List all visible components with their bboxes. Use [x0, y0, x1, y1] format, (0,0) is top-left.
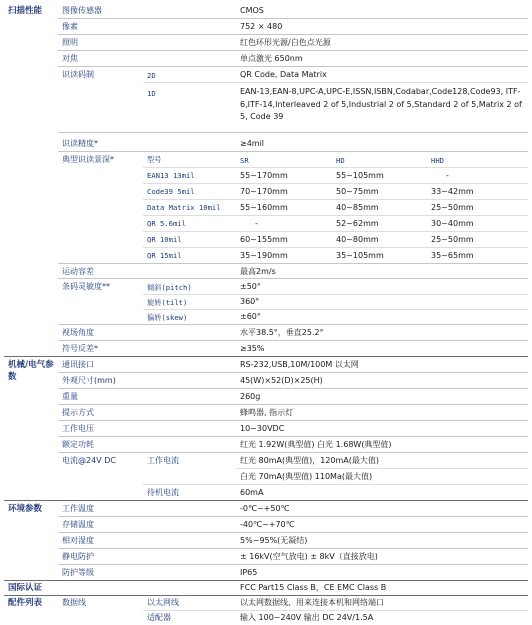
value-sensor: CMOS [240, 6, 264, 15]
row-divider [58, 278, 528, 279]
accessory-value: 输入 100~240V 输出 DC 24V/1.5A [240, 613, 374, 622]
row-divider [143, 199, 528, 200]
row-divider [58, 564, 528, 565]
value-humidity: 5%~95%(无凝结) [240, 536, 308, 545]
row-divider [58, 388, 528, 389]
value-motion: 最高2m/s [240, 267, 276, 276]
label-cable: 数据线 [62, 598, 86, 607]
section-title-env: 环境参数 [8, 504, 43, 514]
value-ip: IP65 [240, 568, 258, 577]
section-divider [4, 500, 528, 501]
value-power: 红光 1.92W(典型值) 白光 1.68W(典型值) [240, 440, 392, 449]
label-standby-current: 待机电流 [147, 488, 179, 497]
row-divider [58, 452, 528, 453]
section-title-cert: 国际认证 [8, 583, 43, 593]
section-title-scan: 扫描性能 [8, 6, 43, 16]
value-2d: QR Code, Data Matrix [240, 70, 327, 79]
label-current: 电流@24V DC [62, 456, 116, 465]
value-weight: 260g [240, 392, 261, 401]
label-sensitivity: 条码灵敏度** [62, 282, 110, 291]
label-contrast: 符号反差* [62, 344, 98, 353]
value-op-temp: -0℃~+50℃ [240, 504, 290, 513]
row-divider [58, 420, 528, 421]
dof-hhd: 25~50mm [431, 235, 474, 244]
label-dof: 典型识读景深* [62, 155, 114, 164]
row-divider [58, 548, 528, 549]
value-light: 红色环形光源/白色点光源 [240, 38, 331, 47]
label-voltage: 工作电压 [62, 424, 94, 433]
value-work-current-white: 白光 70mA(典型值) 110Ma(最大值) [240, 472, 373, 481]
row-divider [58, 151, 528, 152]
label-weight: 重量 [62, 392, 78, 401]
dof-hd: 35~105mm [336, 251, 384, 260]
value-voltage: 10~30VDC [240, 424, 285, 433]
label-humidity: 相对湿度 [62, 536, 94, 545]
section-divider [4, 580, 528, 581]
label-light: 照明 [62, 38, 78, 47]
row-divider [143, 231, 528, 232]
sensitivity-label: 旋转(tilt) [147, 298, 188, 307]
label-op-temp: 工作温度 [62, 504, 94, 513]
dof-hhd: - [446, 171, 449, 180]
dof-sr: 55~170mm [240, 171, 288, 180]
dof-hhd: 33~42mm [431, 187, 474, 196]
dof-hd: 52~62mm [336, 219, 379, 228]
value-precision: ≥4mil [240, 139, 265, 148]
dof-header-hd: HD [336, 156, 345, 165]
value-interface: RS-232,USB,10M/100M 以太网 [240, 360, 359, 369]
row-divider [58, 263, 528, 264]
dof-model: QR 15mil [147, 251, 182, 260]
label-focus: 对焦 [62, 54, 78, 63]
label-interface: 通讯接口 [62, 360, 94, 369]
row-divider [58, 532, 528, 533]
sensitivity-value: ±50° [240, 282, 261, 291]
dof-hhd: 35~65mm [431, 251, 474, 260]
accessory-value: 以太网数据线，用来连接本机和网络端口 [240, 598, 384, 607]
row-divider [58, 404, 528, 405]
dof-hhd: 25~50mm [431, 203, 474, 212]
label-2d: 2D [147, 71, 156, 80]
dof-model: Code39 5mil [147, 187, 195, 196]
accessory-label: 适配器 [147, 613, 171, 622]
dof-header-model: 型号 [147, 155, 162, 164]
label-precision: 识读精度* [62, 139, 98, 148]
row-divider [58, 18, 528, 19]
row-divider [143, 309, 528, 310]
dof-sr: - [255, 219, 258, 228]
value-1d: EAN-13,EAN-8,UPC-A,UPC-E,ISSN,ISBN,Codabar,Code128,Code93, ITF-6,ITF-14,Interleaved 2 of 5,Industrial 2 of 5,Standard 2 of 5,Matrix 2 of 5, Code 39 [240, 87, 522, 121]
label-fov: 视场角度 [62, 328, 94, 337]
value-contrast: ≥35% [240, 344, 265, 353]
label-power: 额定功耗 [62, 440, 94, 449]
row-divider [143, 610, 528, 611]
sensitivity-label: 倾斜(pitch) [147, 283, 192, 292]
dof-hd: 50~75mm [336, 187, 379, 196]
row-divider [143, 294, 528, 295]
label-indicator: 提示方式 [62, 408, 94, 417]
label-st-temp: 存储温度 [62, 520, 94, 529]
section-title-acc: 配件列表 [8, 598, 43, 608]
row-divider [58, 340, 528, 341]
dof-sr: 35~190mm [240, 251, 288, 260]
section-divider [4, 356, 528, 357]
label-symbologies: 识读码制 [62, 70, 94, 79]
section-divider [4, 595, 528, 596]
dof-sr: 55~160mm [240, 203, 288, 212]
row-divider [143, 484, 528, 485]
dof-hd: 40~80mm [336, 235, 379, 244]
section-title-mech: 机械/电气参数 [8, 360, 54, 382]
dof-hd: 40~85mm [336, 203, 379, 212]
value-standby-current: 60mA [240, 488, 264, 497]
dof-sr: 60~155mm [240, 235, 288, 244]
row-divider [143, 167, 528, 168]
dof-model: QR 10mil [147, 235, 182, 244]
row-divider [58, 436, 528, 437]
value-st-temp: -40℃~+70℃ [240, 520, 295, 529]
row-divider [58, 132, 528, 133]
value-work-current-red: 红光 80mA(典型值)，120mA(最大值) [240, 456, 380, 465]
value-focus: 单点激光 650nm [240, 54, 303, 63]
dof-header-hhd: HHD [431, 156, 444, 165]
dof-model: QR 5.6mil [147, 219, 186, 228]
dof-model: EAN13 13mil [147, 171, 195, 180]
label-sensor: 图像传感器 [62, 6, 102, 15]
label-motion: 运动容差 [62, 267, 94, 276]
value-cert: FCC Part15 Class B，CE EMC Class B [240, 583, 387, 592]
row-divider [58, 50, 528, 51]
row-divider [143, 183, 528, 184]
label-size: 外观尺寸(mm) [62, 376, 116, 385]
value-fov: 水平38.5°，垂直25.2° [240, 328, 324, 337]
label-work-current: 工作电流 [147, 456, 179, 465]
sensitivity-label: 偏转(skew) [147, 313, 188, 322]
value-esd: ± 16kV(空气放电) ± 8kV（直接放电) [240, 552, 378, 561]
label-1d: 1D [147, 89, 156, 98]
row-divider [143, 247, 528, 248]
row-divider [143, 82, 528, 83]
value-pixels: 752 × 480 [240, 22, 283, 31]
row-divider [58, 324, 528, 325]
sensitivity-value: 360° [240, 297, 260, 306]
dof-hhd: 30~40mm [431, 219, 474, 228]
label-esd: 静电防护 [62, 552, 94, 561]
row-divider [58, 34, 528, 35]
label-pixels: 像素 [62, 22, 78, 31]
label-ip: 防护等级 [62, 568, 94, 577]
dof-header-sr: SR [240, 156, 249, 165]
row-divider [58, 66, 528, 67]
dof-model: Data Matrix 10mil [147, 203, 221, 212]
value-size: 45(W)×52(D)×25(H) [240, 376, 323, 385]
value-indicator: 蜂鸣器, 指示灯 [240, 408, 294, 417]
accessory-label: 以太网线 [147, 598, 179, 607]
row-divider [58, 516, 528, 517]
row-divider [236, 468, 528, 469]
row-divider [58, 372, 528, 373]
dof-hd: 55~105mm [336, 171, 384, 180]
sensitivity-value: ±60° [240, 312, 261, 321]
row-divider [143, 215, 528, 216]
dof-sr: 70~170mm [240, 187, 288, 196]
